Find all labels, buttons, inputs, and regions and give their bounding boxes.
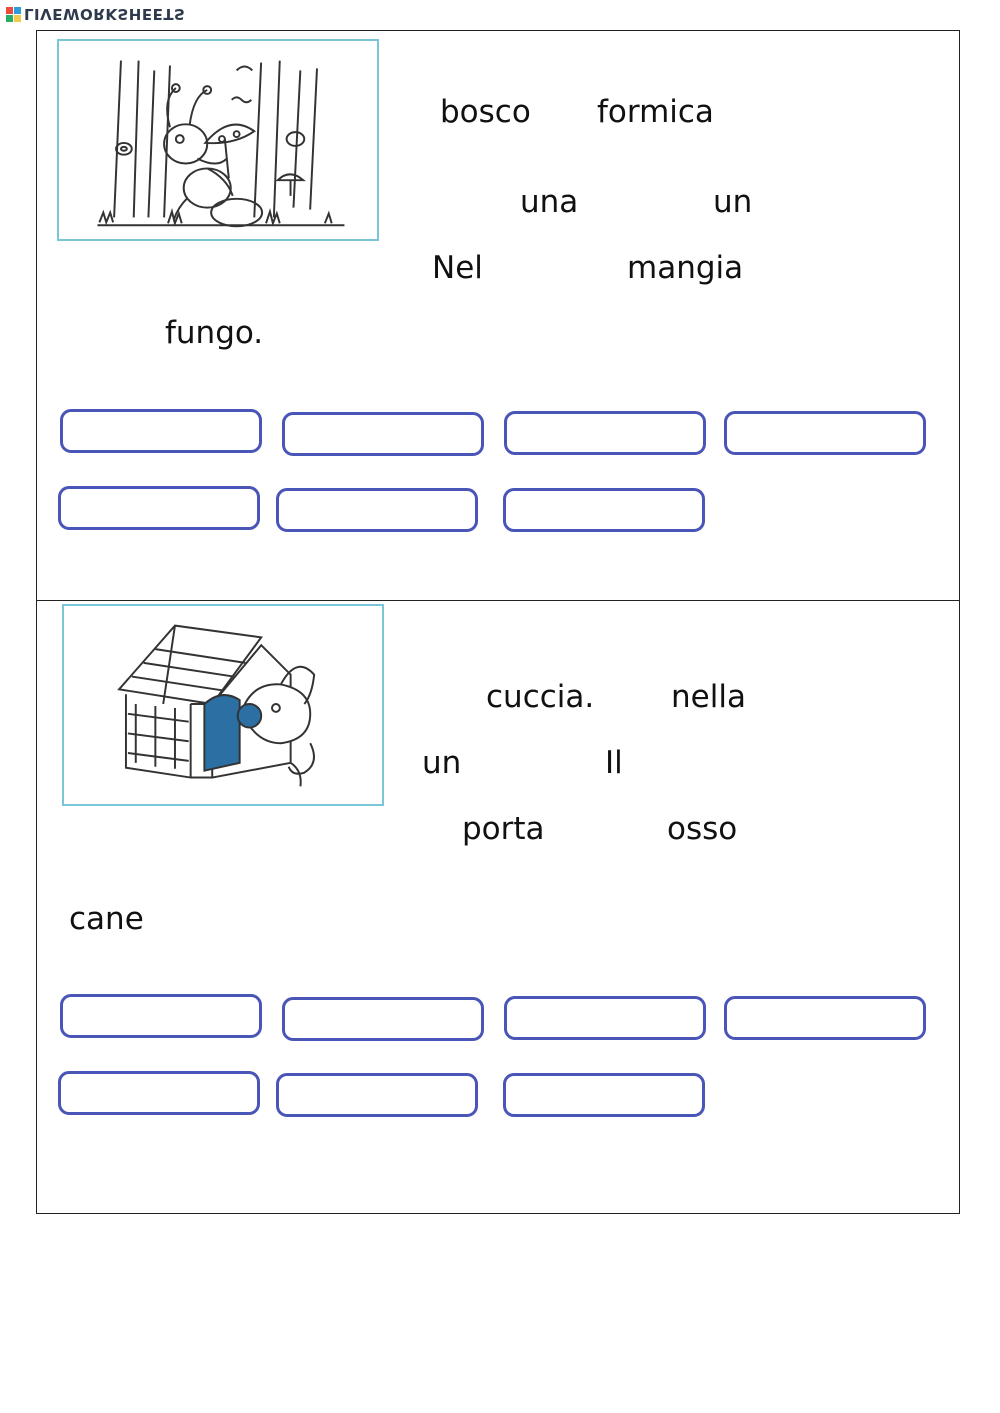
answer-box[interactable] xyxy=(58,486,260,530)
answer-box[interactable] xyxy=(58,1071,260,1115)
answer-box[interactable] xyxy=(504,411,706,455)
exercise-panel-1 xyxy=(36,30,960,601)
ant-eating-mushroom-icon xyxy=(59,41,377,239)
word-tile[interactable]: porta xyxy=(462,811,545,847)
word-tile[interactable]: Nel xyxy=(432,250,483,286)
word-tile[interactable]: formica xyxy=(597,94,714,130)
answer-box[interactable] xyxy=(503,488,705,532)
brand-name: LIVEWORKSHEETS xyxy=(24,5,186,23)
word-tile[interactable]: osso xyxy=(667,811,738,847)
word-tile[interactable]: un xyxy=(713,184,753,220)
word-tile[interactable]: cane xyxy=(69,901,144,937)
word-tile[interactable]: fungo. xyxy=(165,315,264,351)
answer-box[interactable] xyxy=(276,1073,478,1117)
word-tile[interactable]: un xyxy=(422,745,462,781)
word-tile[interactable]: cuccia. xyxy=(486,679,595,715)
answer-box[interactable] xyxy=(503,1073,705,1117)
ant-mushroom-picture xyxy=(57,39,379,241)
word-tile[interactable]: una xyxy=(520,184,579,220)
answer-box[interactable] xyxy=(282,997,484,1041)
dog-with-bone-icon xyxy=(64,606,382,804)
word-tile[interactable]: mangia xyxy=(627,250,744,286)
word-tile[interactable]: Il xyxy=(605,745,623,781)
answer-box[interactable] xyxy=(724,996,926,1040)
liveworksheets-logo-icon xyxy=(6,7,21,22)
answer-box[interactable] xyxy=(60,409,262,453)
answer-box[interactable] xyxy=(504,996,706,1040)
answer-box[interactable] xyxy=(724,411,926,455)
word-tile[interactable]: bosco xyxy=(440,94,531,130)
brand-header xyxy=(6,4,185,24)
word-tile[interactable]: nella xyxy=(671,679,746,715)
dog-doghouse-picture xyxy=(62,604,384,806)
answer-box[interactable] xyxy=(282,412,484,456)
answer-box[interactable] xyxy=(276,488,478,532)
exercise-panel-2 xyxy=(36,600,960,1214)
answer-box[interactable] xyxy=(60,994,262,1038)
